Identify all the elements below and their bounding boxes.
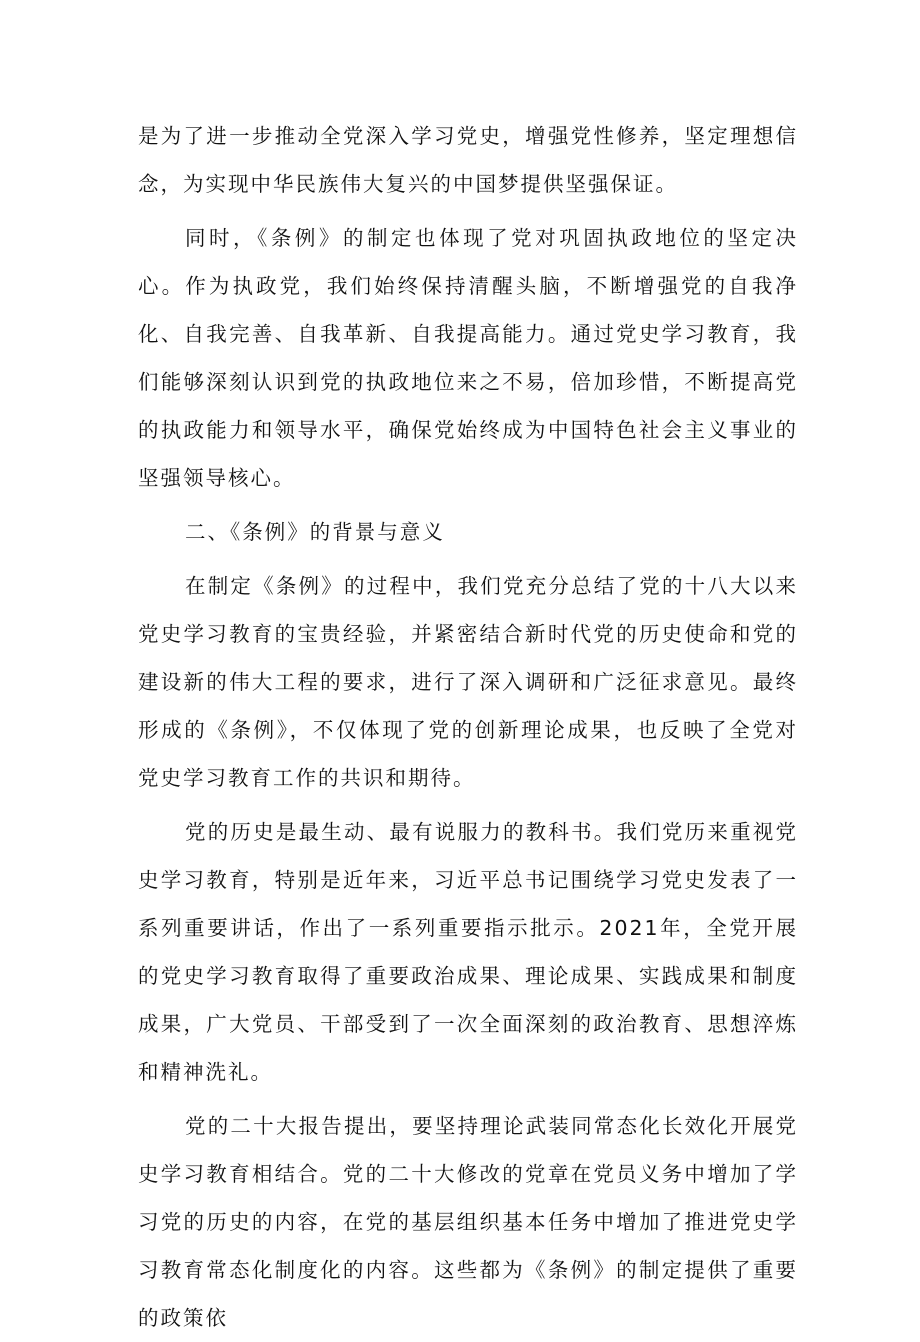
- paragraph-4: 党的历史是最生动、最有说服力的教科书。我们党历来重视党史学习教育，特别是近年来，习近平总书记围绕学习党史发表了一系列重要讲话，作出了一系列重要指示批示。2021年，全党开展的党史学习教育取得了重要政治成果、理论成果、实践成果和制度成果，广大党员、干部受到了一次全面深刻的政治教育、思想淬炼和精神洗礼。: [138, 820, 798, 1084]
- document-body: [138, 112, 798, 1342]
- paragraph-1: 是为了进一步推动全党深入学习党史，增强党性修养，坚定理想信念，为实现中华民族伟大复兴的中国梦提供坚强保证。: [138, 124, 798, 196]
- section-heading: 二、《条例》的背景与意义: [185, 520, 445, 544]
- paragraph-3: 在制定《条例》的过程中，我们党充分总结了党的十八大以来党史学习教育的宝贵经验，并紧密结合新时代党的历史使命和党的建设新的伟大工程的要求，进行了深入调研和广泛征求意见。最终形成的《条例》，不仅体现了党的创新理论成果，也反映了全党对党史学习教育工作的共识和期待。: [138, 574, 798, 790]
- paragraph-2: 同时，《条例》的制定也体现了党对巩固执政地位的坚定决心。作为执政党，我们始终保持清醒头脑，不断增强党的自我净化、自我完善、自我革新、自我提高能力。通过党史学习教育，我们能够深刻认识到党的执政地位来之不易，倍加珍惜，不断提高党的执政能力和领导水平，确保党始终成为中国特色社会主义事业的坚强领导核心。: [138, 226, 798, 490]
- paragraph-5: 党的二十大报告提出，要坚持理论武装同常态化长效化开展党史学习教育相结合。党的二十大修改的党章在党员义务中增加了学习党的历史的内容，在党的基层组织基本任务中增加了推进党史学习教育常态化制度化的内容。这些都为《条例》的制定提供了重要的政策依: [138, 1114, 798, 1330]
